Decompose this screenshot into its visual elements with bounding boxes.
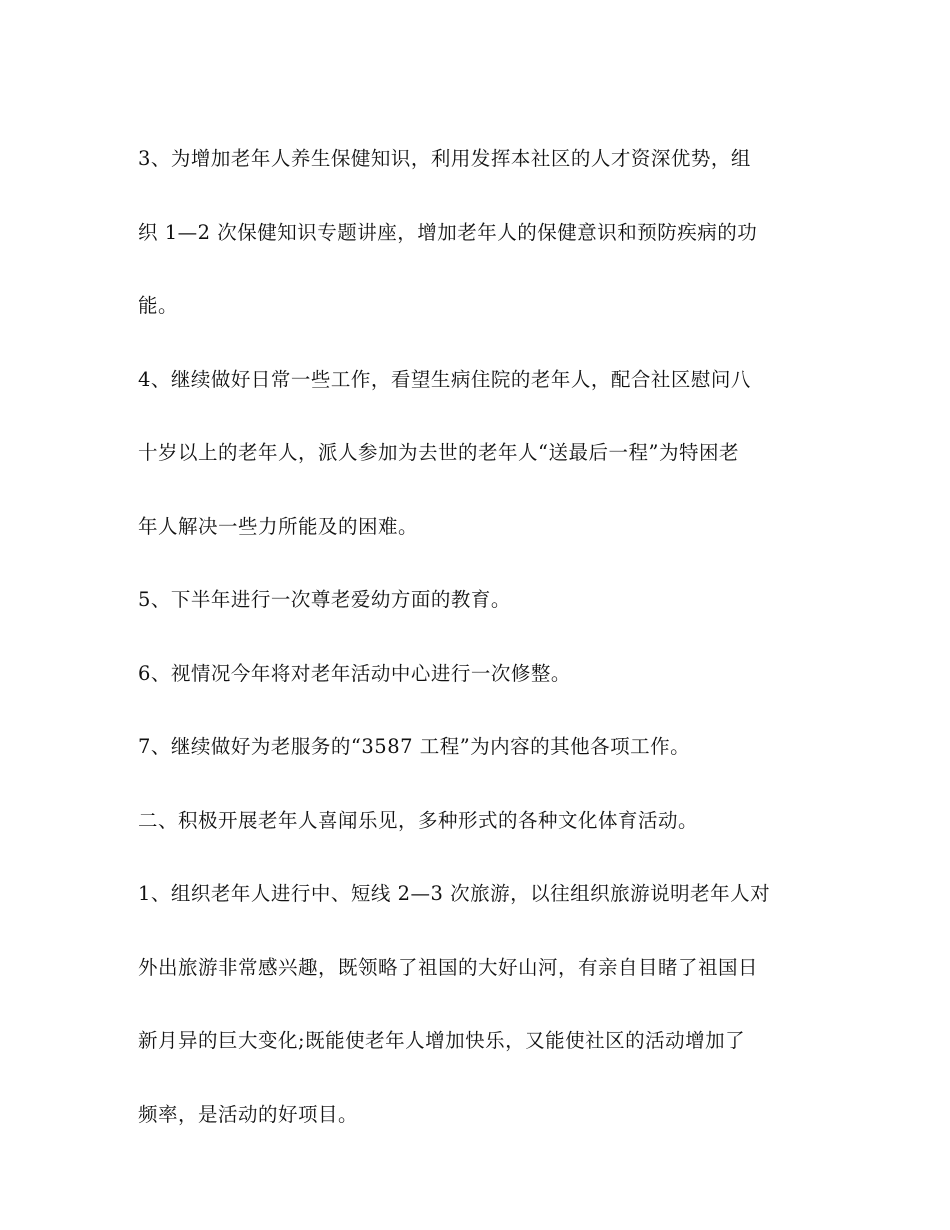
text-line: 7、继续做好为老服务的“3587 工程”为内容的其他各项工作。 [138, 735, 691, 758]
text-line: 外出旅游非常感兴趣，既领略了祖国的大好山河，有亲自目睹了祖国日 [138, 955, 759, 979]
text-line: 年人解决一些力所能及的困难。 [138, 514, 419, 538]
text-line: 织 1—2 次保健知识专题讲座，增加老年人的保健意识和预防疾病的功 [138, 220, 758, 244]
paragraph-6-renovation [138, 637, 828, 711]
paragraph-5-education [138, 563, 828, 637]
paragraph-1-travel [138, 857, 828, 1151]
text-line: 6、视情况今年将对老年活动中心进行一次修整。 [138, 661, 571, 685]
text-line: 4、继续做好日常一些工作，看望生病住院的老年人，配合社区慰问八 [138, 367, 751, 391]
text-line: 二、积极开展老年人喜闻乐见，多种形式的各种文化体育活动。 [138, 808, 699, 832]
paragraph-3-health-lectures [138, 122, 828, 343]
text-line: 十岁以上的老年人，派人参加为去世的老年人“送最后一程”为特困老 [138, 441, 739, 464]
text-line: 新月异的巨大变化;既能使老年人增加快乐，又能使社区的活动增加了 [138, 1029, 746, 1052]
paragraph-7-3587-project [138, 710, 828, 784]
section-heading-2 [138, 784, 828, 858]
text-line: 频率，是活动的好项目。 [138, 1102, 359, 1126]
paragraph-4-daily-work [138, 343, 828, 564]
text-line: 5、下半年进行一次尊老爱幼方面的教育。 [138, 588, 511, 611]
text-line: 能。 [138, 294, 179, 317]
document-body [138, 122, 828, 1151]
text-line: 1、组织老年人进行中、短线 2—3 次旅游，以往组织旅游说明老年人对 [138, 882, 771, 905]
text-line: 3、为增加老年人养生保健知识，利用发挥本社区的人才资深优势，组 [138, 147, 751, 170]
